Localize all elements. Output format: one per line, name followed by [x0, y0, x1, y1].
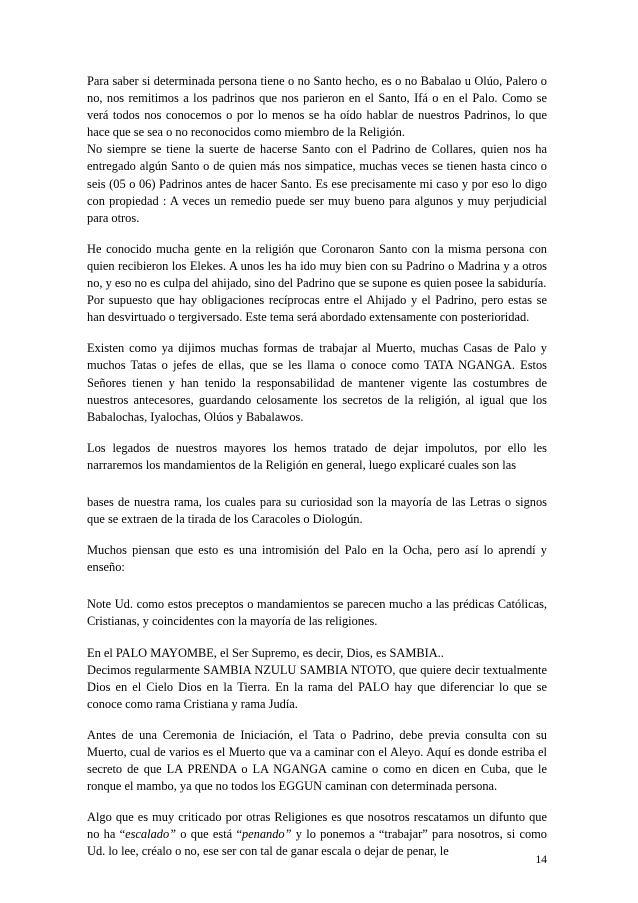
- text-run: y lo ponemos a “trabajar” para nosotros, si como Ud. lo lee, créalo o no, ese ser con tal de ganar escala o dejar de penar, le: [87, 827, 547, 859]
- paragraph: Existen como ya dijimos muchas formas de trabajar al Muerto, muchas Casas de Palo y muchos Tatas o jefes de ellas, que se les llama o conoce como TATA NGANGA. Estos Señores tienen y han tenido la responsabilidad de mantener vigente las costumbres de nuestros antecesores, guardando celosamente los secretos de la religión, al igual que los Babalochas, Iyalochas, Olúos y Babalawos.: [87, 341, 547, 424]
- italic-text-run: escalado”: [125, 827, 177, 842]
- paragraph: Muchos piensan que esto es una intromisión del Palo en la Ocha, pero así lo aprendí y enseño:: [87, 543, 547, 575]
- document-body: [87, 73, 547, 861]
- paragraph: No siempre se tiene la suerte de hacerse Santo con el Padrino de Collares, quien nos ha entregado algún Santo o de quien más nos simpatice, muchas veces se tienen hasta cinco o seis (05 o 06) Padrinos antes de hacer Santo. Es ese precisamente mi caso y por eso lo digo con propiedad : A veces un remedio puede ser muy bueno para algunos y muy perjudicial para otros.: [87, 142, 547, 225]
- paragraph: Por supuesto que hay obligaciones recíprocas entre el Ahijado y el Padrino, pero estas se han desvirtuado o tergiversado. Este tema será abordado extensamente con posterioridad.: [87, 293, 547, 325]
- paragraph: Antes de una Ceremonia de Iniciación, el Tata o Padrino, debe previa consulta con su Muerto, cual de varios es el Muerto que va a caminar con el Aleyo. Aquí es donde estriba el secreto de que LA PRENDA o LA NGANGA camine o como en dicen en Cuba, que le ronque el mambo, ya que no todos los EGGUN caminan con determinada persona.: [87, 727, 547, 794]
- text-run: o que está “: [176, 827, 242, 842]
- paragraph: Note Ud. como estos preceptos o mandamientos se parecen mucho a las prédicas Católicas, Cristianas, y coincidentes con la mayoría de las religiones.: [87, 597, 547, 629]
- paragraph: Los legados de nuestros mayores los hemos tratado de dejar impolutos, por ello les narraremos los mandamientos de la Religión en general, luego explicaré cuales son las: [87, 440, 547, 472]
- paragraph: Decimos regularmente SAMBIA NZULU SAMBIA NTOTO, que quiere decir textualmente Dios en el Cielo Dios en la Tierra. En la rama del PALO hay que diferenciar lo que se conoce como rama Cristiana y rama Judía.: [87, 662, 547, 711]
- page-number: 14: [535, 854, 547, 866]
- paragraph: Para saber si determinada persona tiene o no Santo hecho, es o no Babalao u Olúo, Palero o no, nos remitimos a los padrinos que nos parieron en el Santo, Ifá o en el Palo. Como se verá todos nos conocemos o por lo menos se ha oído hablar de nuestros Padrinos, lo que hace que se sea o no reconocidos como miembro de la Religión.: [87, 74, 547, 140]
- text-run: Algo que es muy criticado por otras Religiones es que nosotros rescatamos un difunto que no ha “: [87, 810, 547, 842]
- paragraph: He conocido mucha gente en la religión que Coronaron Santo con la misma persona con quien recibieron los Elekes. A unos les ha ido muy bien con su Padrino o Madrina y a otros no, y eso no es culpa del ahijado, sino del Padrino que se supone es quien posee la sabiduría.: [87, 241, 547, 291]
- italic-text-run: penando”: [241, 827, 292, 842]
- paragraph: bases de nuestra rama, los cuales para su curiosidad son la mayoría de las Letras o signos que se extraen de la tirada de los Caracoles o Diologún.: [87, 494, 547, 527]
- paragraph-last: [87, 809, 547, 860]
- paragraph: En el PALO MAYOMBE, el Ser Supremo, es decir, Dios, es SAMBIA..: [87, 645, 444, 660]
